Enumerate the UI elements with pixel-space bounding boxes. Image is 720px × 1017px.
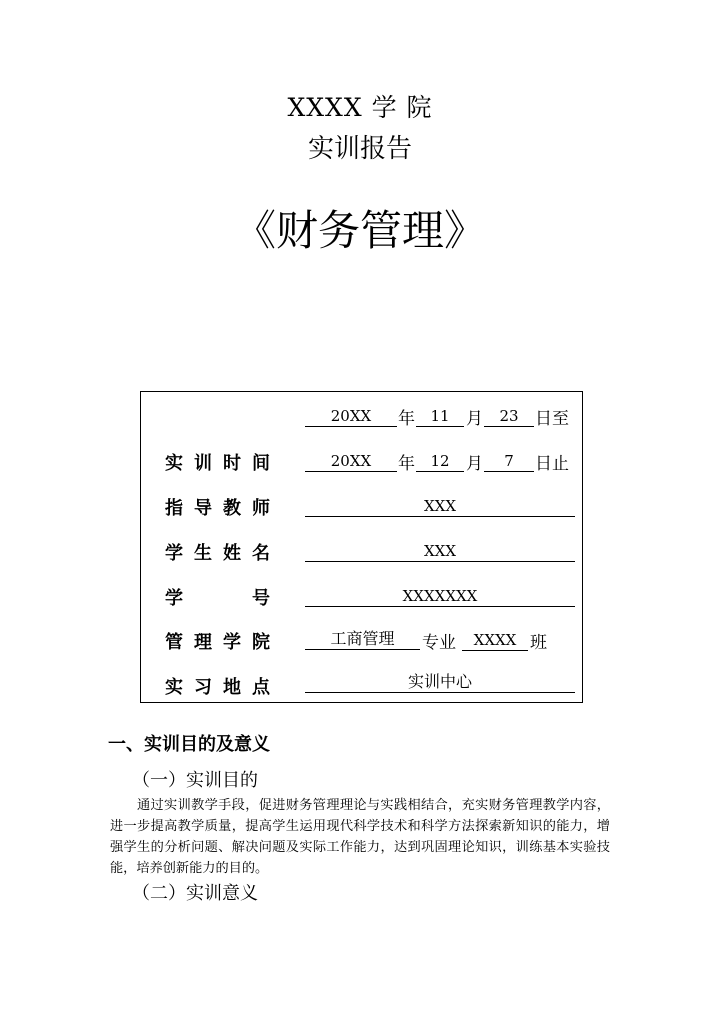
major-value: 工商管理 [305, 629, 420, 650]
location-label: 实习地点 [165, 677, 281, 698]
end-month-unit: 月 [466, 454, 483, 474]
purpose-paragraph: 通过实训教学手段，促进财务管理理论与实践相结合，充实财务管理教学内容，进一步提高教学质量，提高学生运用现代科学技术和科学方法探索新知识的能力，增强学生的分析问题、解决问题及实际工作能力，达到巩固理论知识，训练基本实验技能，培养创新能力的目的。 [110, 798, 610, 876]
start-year: 20XX [305, 406, 397, 427]
major-unit: 专业 [422, 633, 456, 653]
student-label: 学生姓名 [165, 543, 281, 564]
location-value: 实训中心 [305, 672, 575, 693]
class-value: XXXX [462, 630, 528, 651]
time-label: 实训时间 [165, 453, 281, 474]
course-title: 《财务管理》 [233, 206, 486, 255]
college-name: XXXX 学 院 [287, 93, 433, 122]
id-label-first: 学 [165, 588, 194, 609]
student-value: XXX [305, 541, 575, 562]
end-year-unit: 年 [398, 454, 415, 474]
teacher-value: XXX [305, 496, 575, 517]
start-day: 23 [484, 406, 534, 427]
end-day: 7 [484, 451, 534, 472]
report-title: 实训报告 [307, 134, 412, 164]
subsection-significance: （二）实训意义 [132, 883, 258, 904]
start-suffix: 日至 [535, 409, 569, 429]
id-label-second: 号 [252, 588, 281, 609]
teacher-label: 指导教师 [165, 498, 281, 519]
end-suffix: 日止 [535, 454, 569, 474]
section-heading: 一、实训目的及意义 [108, 734, 270, 755]
start-year-unit: 年 [398, 409, 415, 429]
end-year: 20XX [305, 451, 397, 472]
start-month: 11 [416, 406, 464, 427]
subsection-purpose: （一）实训目的 [132, 770, 258, 791]
end-month: 12 [416, 451, 464, 472]
college-label: 管理学院 [165, 632, 281, 653]
id-value: XXXXXXX [305, 586, 575, 607]
start-month-unit: 月 [466, 409, 483, 429]
class-unit: 班 [530, 633, 547, 653]
